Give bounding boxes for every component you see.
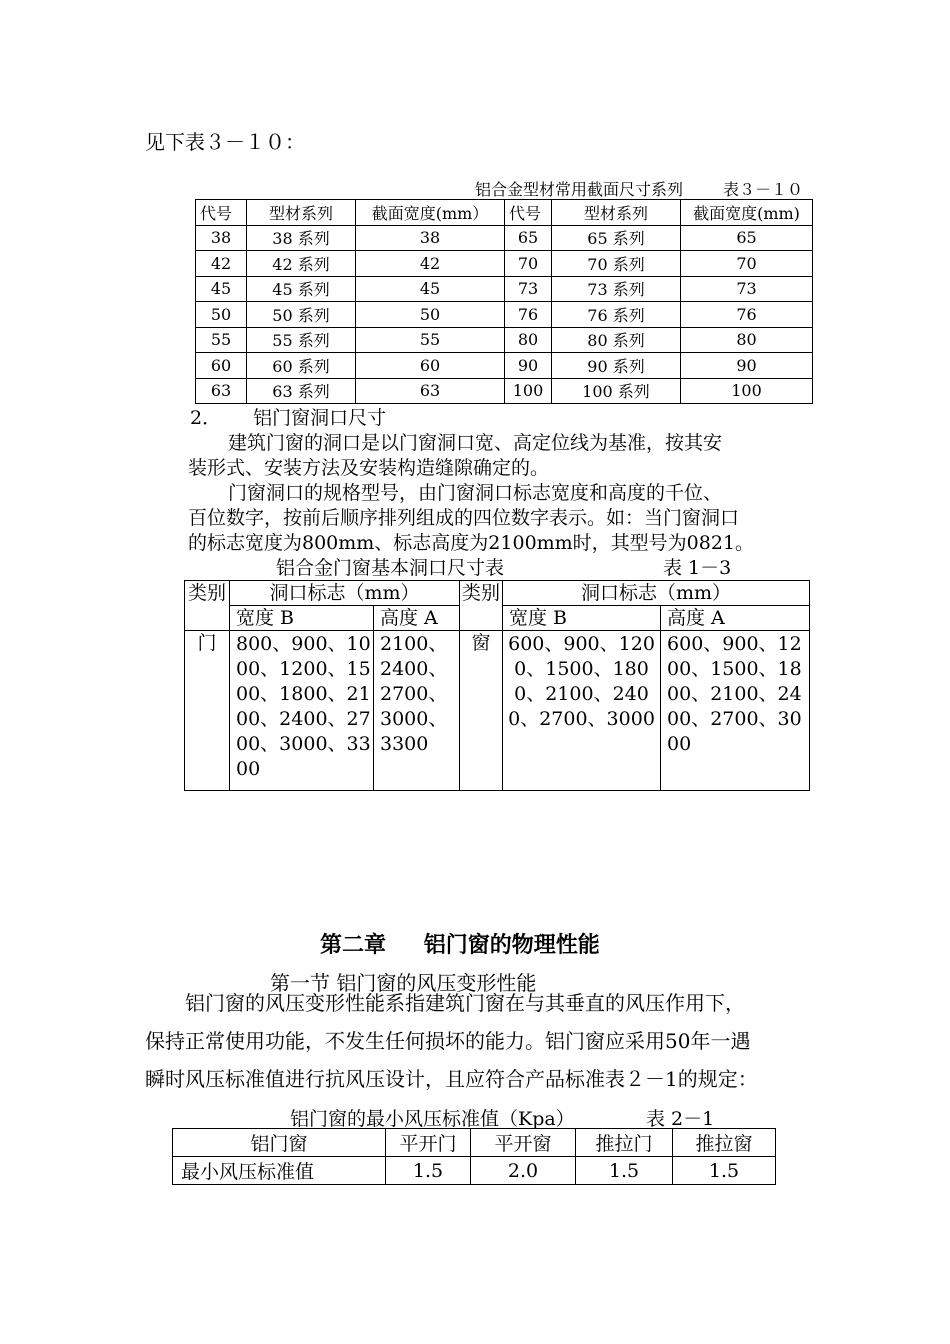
table-row — [196, 327, 813, 353]
header-cell: 铝门窗 — [173, 1129, 386, 1157]
table-cell: 80 — [505, 327, 552, 353]
table-cell: 45 系列 — [247, 276, 356, 302]
table-13-caption: 铝合金门窗基本洞口尺寸表 — [276, 557, 505, 579]
table-21-caption: 铝门窗的最小风压标准值（Kpa） — [290, 1108, 575, 1130]
table-cell: 42 — [196, 251, 247, 277]
table-cell: 100 系列 — [552, 378, 681, 404]
table-cell: 50 — [356, 302, 505, 328]
paragraph-line: 的标志宽度为800mm、标志高度为2100mm时，其型号为0821。 — [188, 532, 755, 554]
header-cell: 型材系列 — [247, 200, 356, 226]
width-header-cell: 宽度 B — [230, 606, 374, 631]
table-row — [185, 631, 810, 791]
table-row — [196, 378, 813, 404]
height-header-cell: 高度 A — [374, 606, 460, 631]
header-cell: 截面宽度(mm） — [356, 200, 505, 226]
table-cell: 55 — [356, 327, 505, 353]
table-cell: 100 — [505, 378, 552, 404]
section-title: 第一节 铝门窗的风压变形性能 — [270, 971, 537, 995]
paragraph-line: 保持正常使用功能，不发生任何损坏的能力。铝门窗应采用50年一遇 — [145, 1029, 751, 1053]
opening-header-cell: 洞口标志（mm） — [503, 581, 810, 606]
table-cell: 60 系列 — [247, 353, 356, 379]
table-cell: 63 系列 — [247, 378, 356, 404]
table-cell: 55 — [196, 327, 247, 353]
section-heading-number: 2． — [190, 407, 222, 429]
paragraph-line: 铝门窗的风压变形性能系指建筑门窗在与其垂直的风压作用下， — [185, 991, 745, 1015]
table-21-number: 表 2－1 — [646, 1108, 715, 1130]
table-cell: 1.5 — [576, 1157, 673, 1185]
table-row — [196, 353, 813, 379]
chapter-title — [320, 928, 600, 959]
table-cell: 80 系列 — [552, 327, 681, 353]
table-cell: 80 — [681, 327, 813, 353]
chapter-title-text: 铝门窗的物理性能 — [423, 932, 600, 958]
table-cell: 45 — [196, 276, 247, 302]
window-type-cell: 窗 — [460, 631, 503, 791]
table-cell: 65 — [505, 225, 552, 251]
table-cell: 76 系列 — [552, 302, 681, 328]
header-cell: 推拉窗 — [673, 1129, 776, 1157]
table-cell: 90 — [681, 353, 813, 379]
table-cell: 76 — [681, 302, 813, 328]
table-13 — [184, 580, 810, 791]
paragraph-line: 门窗洞口的规格型号，由门窗洞口标志宽度和高度的千位、 — [228, 482, 723, 504]
header-cell: 平开门 — [386, 1129, 471, 1157]
section-heading — [190, 406, 386, 431]
type-header-cell: 类别 — [185, 581, 230, 631]
paragraph-line: 建筑门窗的洞口是以门窗洞口宽、高定位线为基准，按其安 — [228, 432, 723, 454]
table-cell: 73 — [681, 276, 813, 302]
opening-header-cell: 洞口标志（mm） — [230, 581, 460, 606]
header-cell: 型材系列 — [552, 200, 681, 226]
table-cell: 90 — [505, 353, 552, 379]
table-13-number: 表 1－3 — [663, 557, 732, 579]
type-header-cell: 类别 — [460, 581, 503, 631]
table-cell: 73 — [505, 276, 552, 302]
window-height-cell: 600、900、1200、1500、1800、2100、2400、2700、3000 — [661, 631, 810, 791]
table-cell: 2.0 — [471, 1157, 576, 1185]
table-cell: 42 系列 — [247, 251, 356, 277]
table-cell: 55 系列 — [247, 327, 356, 353]
table-cell: 70 — [681, 251, 813, 277]
table-cell: 70 系列 — [552, 251, 681, 277]
table-row — [196, 251, 813, 277]
table-310 — [195, 199, 813, 404]
table-cell: 60 — [196, 353, 247, 379]
table-310-number: 表３－１０ — [723, 180, 804, 199]
table-cell: 70 — [505, 251, 552, 277]
table-cell: 1.5 — [673, 1157, 776, 1185]
table-21 — [172, 1128, 776, 1185]
paragraph-line: 装形式、安装方法及安装构造缝隙确定的。 — [188, 457, 550, 479]
table-header-row — [185, 581, 810, 606]
table-cell: 60 — [356, 353, 505, 379]
table-cell: 63 — [196, 378, 247, 404]
window-width-cell: 600、900、1200、1500、1800、2100、2400、2700、3000 — [503, 631, 661, 791]
width-header-cell: 宽度 B — [503, 606, 661, 631]
table-row — [196, 302, 813, 328]
table-cell: 65 系列 — [552, 225, 681, 251]
table-cell: 38 — [196, 225, 247, 251]
table-cell: 50 — [196, 302, 247, 328]
table-header-row — [196, 200, 813, 226]
header-cell: 代号 — [196, 200, 247, 226]
table-cell: 100 — [681, 378, 813, 404]
header-cell: 截面宽度(mm) — [681, 200, 813, 226]
header-cell: 推拉门 — [576, 1129, 673, 1157]
table-header-row — [173, 1129, 776, 1157]
table-row — [196, 276, 813, 302]
table-row — [173, 1157, 776, 1185]
header-cell: 代号 — [505, 200, 552, 226]
paragraph-line: 瞬时风压标准值进行抗风压设计，且应符合产品标准表２－1的规定： — [145, 1067, 758, 1091]
table-cell: 1.5 — [386, 1157, 471, 1185]
paragraph-line: 百位数字，按前后顺序排列组成的四位数字表示。如：当门窗洞口 — [188, 507, 740, 529]
table-cell: 63 — [356, 378, 505, 404]
table-cell: 42 — [356, 251, 505, 277]
door-width-cell: 800、900、1000、1200、1500、1800、2100、2400、2700、3000、3300 — [230, 631, 374, 791]
table-cell: 50 系列 — [247, 302, 356, 328]
intro-text: 见下表３－１０： — [145, 130, 305, 154]
table-cell: 65 — [681, 225, 813, 251]
height-header-cell: 高度 A — [661, 606, 810, 631]
table-cell: 45 — [356, 276, 505, 302]
chapter-title-number: 第二章 — [320, 932, 387, 958]
row-label-cell: 最小风压标准值 — [173, 1157, 386, 1185]
table-310-caption: 铝合金型材常用截面尺寸系列 — [475, 180, 684, 199]
table-cell: 38 系列 — [247, 225, 356, 251]
table-cell: 38 — [356, 225, 505, 251]
door-height-cell: 2100、2400、2700、3000、3300 — [374, 631, 460, 791]
table-cell: 73 系列 — [552, 276, 681, 302]
door-type-cell: 门 — [185, 631, 230, 791]
table-row — [196, 225, 813, 251]
table-cell: 76 — [505, 302, 552, 328]
section-heading-text: 铝门窗洞口尺寸 — [253, 407, 387, 429]
table-cell: 90 系列 — [552, 353, 681, 379]
header-cell: 平开窗 — [471, 1129, 576, 1157]
